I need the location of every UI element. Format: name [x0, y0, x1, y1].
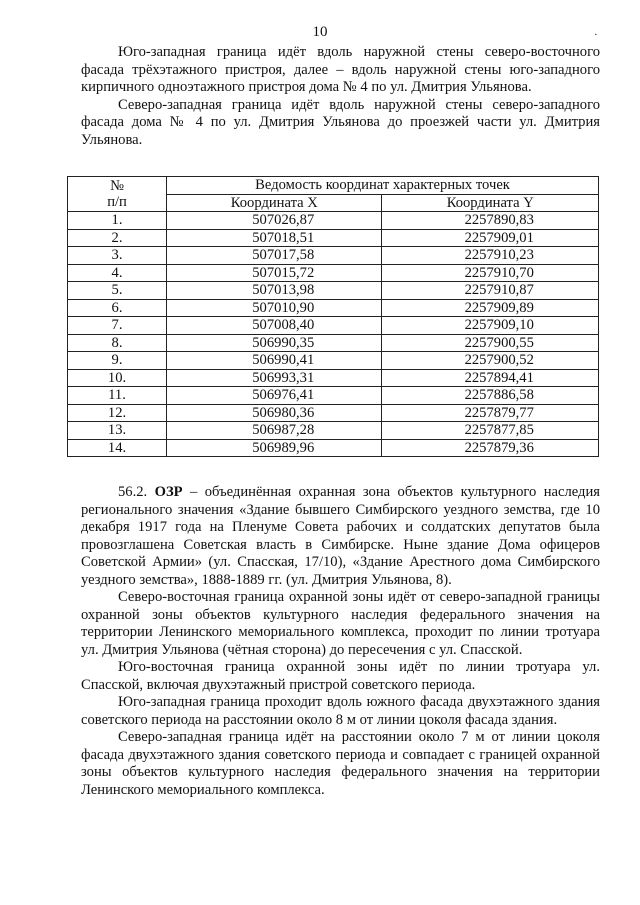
zone-paragraph-southeast: Юго-восточная граница охранной зоны идёт по линии тротуара ул. Спасской, включая двухэтажный пристрой советского периода. — [81, 659, 600, 693]
coordinate-y-cell: 2257909,01 — [382, 229, 599, 247]
table-row — [68, 317, 599, 335]
zone-paragraph-southwest: Юго-западная граница проходит вдоль южного фасада двухэтажного здания советского периода на расстоянии около 8 м от линии цоколя фасада здания. — [81, 694, 600, 728]
coordinate-x-cell: 507018,51 — [167, 229, 382, 247]
coordinate-y-cell: 2257900,55 — [382, 334, 599, 352]
table-row — [68, 387, 599, 405]
row-number-cell: 6. — [68, 299, 167, 317]
coordinate-y-cell: 2257910,23 — [382, 247, 599, 265]
header-coordinate-y: Координата Y — [382, 194, 599, 212]
table-row — [68, 334, 599, 352]
zone-abbreviation: ОЗР — [154, 484, 183, 500]
row-number-cell: 4. — [68, 264, 167, 282]
coordinate-x-cell: 506990,41 — [167, 352, 382, 370]
coordinate-x-cell: 506989,96 — [167, 439, 382, 457]
table-row — [68, 299, 599, 317]
table-row — [68, 247, 599, 265]
coordinate-y-cell: 2257886,58 — [382, 387, 599, 405]
table-row — [68, 229, 599, 247]
table-row — [68, 369, 599, 387]
row-number-cell: 12. — [68, 404, 167, 422]
table-row — [68, 422, 599, 440]
page-number: 10 — [312, 24, 328, 40]
row-number-cell: 3. — [68, 247, 167, 265]
row-number-cell: 1. — [68, 212, 167, 230]
coordinates-table — [67, 176, 599, 457]
coordinate-x-cell: 506976,41 — [167, 387, 382, 405]
row-number-cell: 11. — [68, 387, 167, 405]
coordinate-y-cell: 2257894,41 — [382, 369, 599, 387]
table-row — [68, 264, 599, 282]
row-number-cell: 7. — [68, 317, 167, 335]
coordinate-x-cell: 506987,28 — [167, 422, 382, 440]
table-row — [68, 352, 599, 370]
zone-paragraph-northwest: Северо-западная граница идёт на расстоянии около 7 м от линии цоколя фасада двухэтажного здания советского периода и совпадает с границей охранной зоны объектов культурного наследия федерального значения на территории Ленинского мемориального комплекса. — [81, 729, 600, 798]
table-row — [68, 404, 599, 422]
coordinate-y-cell: 2257909,10 — [382, 317, 599, 335]
coordinate-y-cell: 2257909,89 — [382, 299, 599, 317]
coordinate-y-cell: 2257910,87 — [382, 282, 599, 300]
coordinate-x-cell: 506990,35 — [167, 334, 382, 352]
header-title: Ведомость координат характерных точек — [167, 177, 599, 195]
zone-description — [81, 484, 600, 799]
intro-paragraph-northwest: Северо-западная граница идёт вдоль наружной стены северо-западного фасада дома № 4 по ул. Дмитрия Ульянова до проезжей части ул. Дмитрия Ульянова. — [81, 96, 600, 148]
page-mark: · — [594, 29, 598, 41]
header-number-symbol: № — [110, 178, 124, 194]
header-number-abbr: п/п — [107, 194, 127, 210]
coordinate-x-cell: 507015,72 — [167, 264, 382, 282]
coordinate-x-cell: 507017,58 — [167, 247, 382, 265]
coordinate-x-cell: 507010,90 — [167, 299, 382, 317]
row-number-cell: 5. — [68, 282, 167, 300]
coordinate-y-cell: 2257879,77 — [382, 404, 599, 422]
coordinate-y-cell: 2257877,85 — [382, 422, 599, 440]
intro-paragraph-southwest: Юго-западная граница идёт вдоль наружной стены северо-восточного фасада трёхэтажного пристроя, далее – вдоль наружной стены юго-западного кирпичного одноэтажного пристроя дома № 4 по ул. Дмитрия Ульянова. — [81, 44, 600, 95]
row-number-cell: 2. — [68, 229, 167, 247]
zone-paragraph-intro — [81, 484, 600, 589]
header-number — [68, 177, 167, 212]
coordinate-x-cell: 507008,40 — [167, 317, 382, 335]
coordinate-y-cell: 2257890,83 — [382, 212, 599, 230]
row-number-cell: 14. — [68, 439, 167, 457]
zone-paragraph-northeast: Северо-восточная граница охранной зоны идёт от северо-западной границы охранной зоны объектов культурного наследия федерального значения на территории Ленинского мемориального комплекса, проходит по линии тротуара ул. Дмитрия Ульянова (чётная сторона) до пересечения с ул. Спасской. — [81, 589, 600, 658]
coordinates-body — [68, 212, 599, 457]
row-number-cell: 9. — [68, 352, 167, 370]
section-number: 56.2. — [118, 484, 148, 500]
coordinate-y-cell: 2257879,36 — [382, 439, 599, 457]
coordinate-x-cell: 507026,87 — [167, 212, 382, 230]
coordinate-x-cell: 506993,31 — [167, 369, 382, 387]
coordinate-x-cell: 506980,36 — [167, 404, 382, 422]
zone-intro-text: – объединённая охранная зона объектов культурного наследия регионального значения «Здание бывшего Симбирского уездного земства, где 10 декабря 1917 года на Пленуме Совета рабочих и солдатских депутатов была провозглашена Советская власть в Симбирске. Ныне здание Дома офицеров Советской Армии» (ул. Спасская, 17/10), «Здание Арестного дома Симбирского уездного земства», 1888-1889 гг. (ул. Дмитрия Ульянова, 8). — [81, 484, 601, 588]
header-coordinate-x: Координата X — [167, 194, 382, 212]
row-number-cell: 8. — [68, 334, 167, 352]
row-number-cell: 13. — [68, 422, 167, 440]
coordinate-y-cell: 2257910,70 — [382, 264, 599, 282]
coordinate-y-cell: 2257900,52 — [382, 352, 599, 370]
intro-text — [81, 44, 600, 149]
table-row — [68, 439, 599, 457]
table-row — [68, 282, 599, 300]
coordinate-x-cell: 507013,98 — [167, 282, 382, 300]
row-number-cell: 10. — [68, 369, 167, 387]
table-row — [68, 212, 599, 230]
